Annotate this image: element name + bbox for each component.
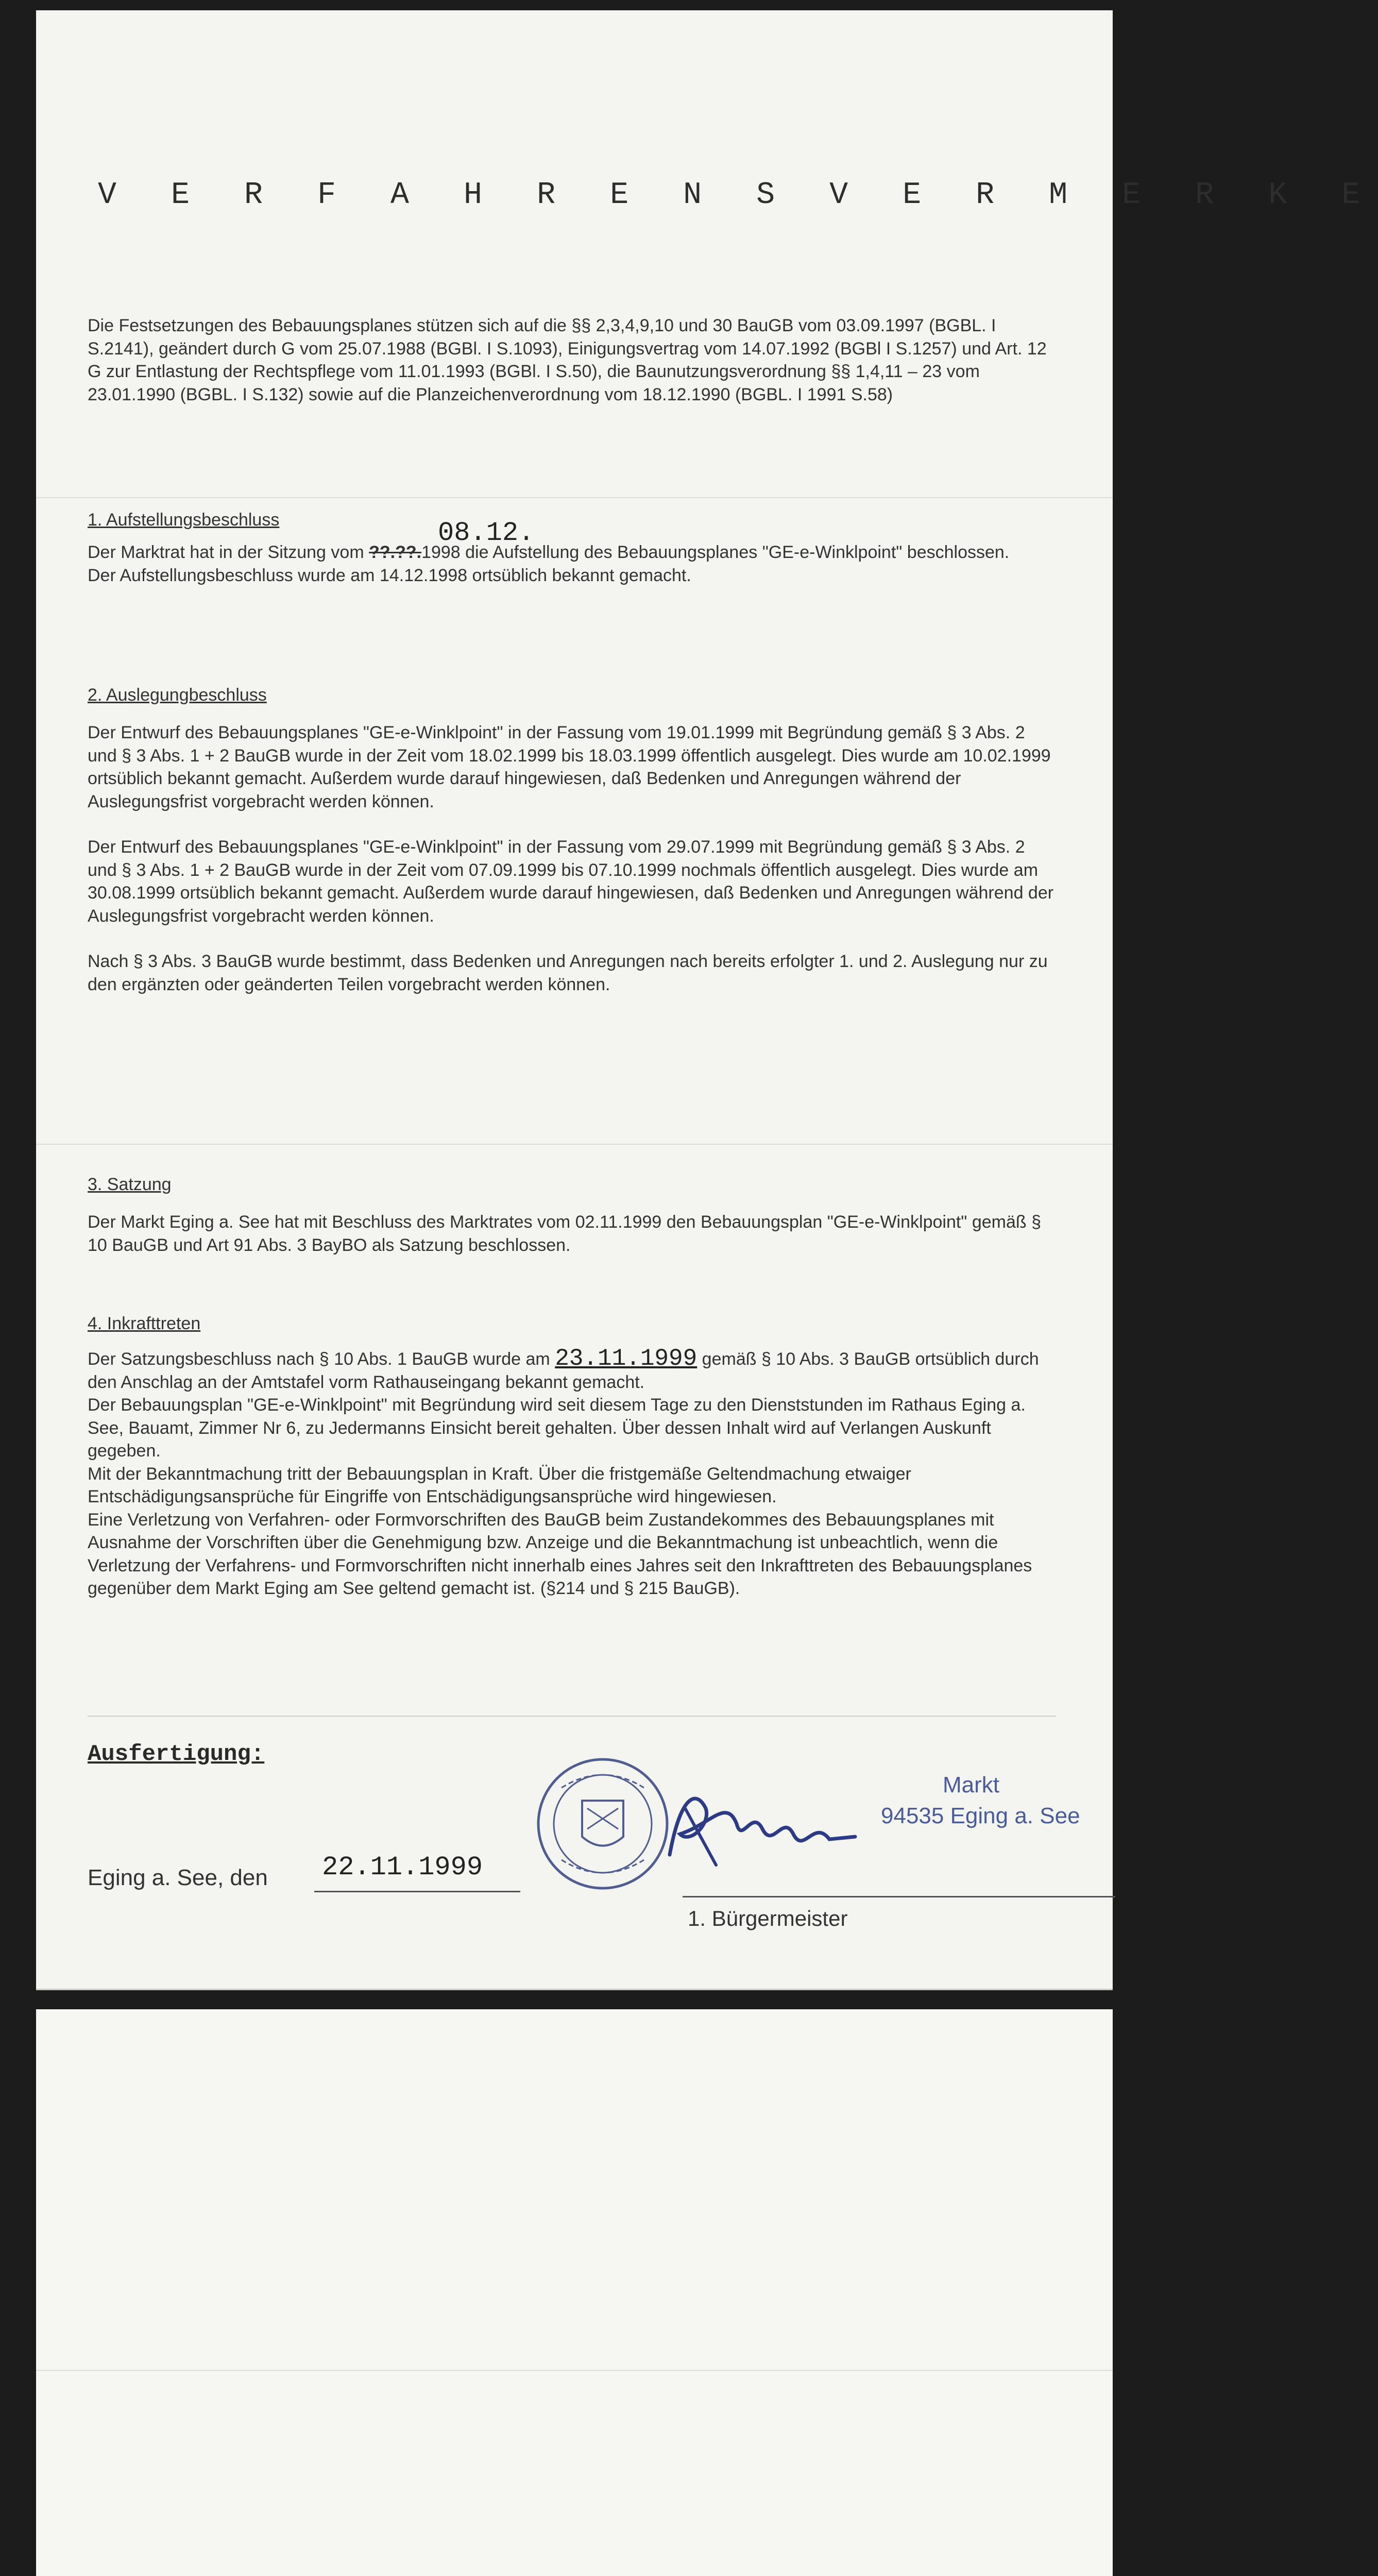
stamp-line-1: Markt — [943, 1772, 999, 1798]
date-underline — [314, 1891, 520, 1892]
ausfertigung-label: Ausfertigung: — [88, 1741, 265, 1767]
struck-date: ??.??. — [369, 543, 422, 562]
section-4-paragraph-4: Eine Verletzung von Verfahren- oder Formvorschriften des BauGB beim Zustandekommes des Bebauungsplanes mit Ausnahme der Vorschriften über die Genehmigung bzw. Anzeige und die Bekanntmachung ist unbeachtlich, wenn die Verletzung der Verfahrens- und Formvorschriften nicht innerhalb eines Jahres seit den Inkrafttreten des Bebauungsplanes gegenüber dem Markt Eging am See geltend gemacht ist. (§214 und § 215 BauGB). — [88, 1510, 1032, 1598]
section-4-title: 4. Inkrafttreten — [88, 1314, 201, 1333]
section-3-title: 3. Satzung — [88, 1175, 172, 1194]
section-2-body — [88, 721, 1056, 996]
section-1-paragraph-1: Der Marktrat hat in der Sitzung vom ??.??.1998 die Aufstellung des Bebauungsplanes "GE-e-Winklpoint" beschlossen. — [88, 543, 1010, 562]
stamp-line-2: 94535 Eging a. See — [881, 1803, 1080, 1828]
signature-line — [683, 1896, 1115, 1897]
signature-date: 22.11.1999 — [322, 1852, 483, 1883]
signer-title: 1. Bürgermeister — [688, 1906, 848, 1930]
intro-paragraph — [88, 314, 1056, 406]
section-3-paragraph-1: Der Markt Eging a. See hat mit Beschluss des Marktrates vom 02.11.1999 den Bebauungsplan "GE-e-Winklpoint" gemäß § 10 BauGB und Art 91 Abs. 3 BayBO als Satzung beschlossen. — [88, 1212, 1041, 1255]
section-3-body — [88, 1211, 1056, 1257]
section-1-paragraph-2: Der Aufstellungsbeschluss wurde am 14.12.1998 ortsüblich bekannt gemacht. — [88, 565, 691, 585]
handwritten-publication-date: 23.11.1999 — [555, 1345, 697, 1372]
paper-fold-line — [36, 2370, 1113, 2371]
procedure-notes-sheet — [36, 10, 1378, 1990]
divider-line — [88, 1716, 1056, 1717]
section-2-paragraph-3: Nach § 3 Abs. 3 BauGB wurde bestimmt, dass Bedenken und Anregungen nach bereits erfolgter 1. und 2. Auslegung nur zu den ergänzten oder geänderten Teilen vorgebracht werden können. — [88, 952, 1048, 994]
section-2-paragraph-2: Der Entwurf des Bebauungsplanes "GE-e-Winklpoint" in der Fassung vom 29.07.1999 mit Begründung gemäß § 3 Abs. 2 und § 3 Abs. 1 + 2 BauGB wurde in der Zeit vom 07.09.1999 bis 07.10.1999 nochmals öffentlich ausgelegt. Dies wurde am 30.08.1999 ortsüblich bekannt gemacht. Außerdem wurde darauf hingewiesen, daß Bedenken und Anregungen während der Auslegungsfrist vorgebracht werden können. — [88, 837, 1054, 926]
section-4-paragraph-3: Mit der Bekanntmachung tritt der Bebauungsplan in Kraft. Über die fristgemäße Geltendmachung etwaiger Entschädigungsansprüche für Eingriffe von Entschädigungsansprüche wird hingewiesen. — [88, 1464, 911, 1506]
markt-stamp — [881, 1770, 1080, 1832]
title-block-sheet — [36, 2009, 1113, 2576]
section-1-title: 1. Aufstellungsbeschluss — [88, 510, 280, 530]
place-date-prefix: Eging a. See, den — [88, 1865, 268, 1890]
section-1-body — [88, 541, 1056, 587]
handwritten-date-insert: 08.12. — [438, 518, 535, 548]
mayor-signature — [649, 1777, 865, 1880]
section-4-paragraph-2: Der Bebauungsplan "GE-e-Winklpoint" mit Begründung wird seit diesem Tage zu den Dienststunden im Rathaus Eging a. See, Bauamt, Zimmer Nr 6, zu Jedermanns Einsicht bereit gehalten. Über dessen Inhalt wird auf Verlangen Auskunft gegeben. — [88, 1395, 1026, 1461]
section-4-paragraph-1: Der Satzungsbeschluss nach § 10 Abs. 1 BauGB wurde am 23.11.1999 gemäß § 10 Abs. 3 BauGB ortsüblich durch den Anschlag an der Amtstafel vorm Rathauseingang bekannt gemacht. — [88, 1345, 1039, 1392]
section-4-body — [88, 1347, 1056, 1600]
intro-text: Die Festsetzungen des Bebauungsplanes stützen sich auf die §§ 2,3,4,9,10 und 30 BauGB vom 03.09.1997 (BGBL. I S.2141), geändert durch G vom 25.07.1988 (BGBl. I S.1093), Einigungsvertrag vom 14.07.1992 (BGBl I S.1257) und Art. 12 G zur Entlastung der Rechtspflege vom 11.01.1993 (BGBl. I S.50), die Baunutzungsverordnung §§ 1,4,11 – 23 vom 23.01.1990 (BGBL. I S.132) sowie auf die Planzeichenverordnung vom 18.12.1990 (BGBL. I 1991 S.58) — [88, 316, 1047, 404]
section-2-title: 2. Auslegungbeschluss — [88, 685, 267, 705]
paper-fold-line — [36, 1144, 1113, 1145]
page-heading: V E R F A H R E N S V E R M E R K E — [98, 178, 1378, 213]
paper-fold-line — [36, 497, 1113, 498]
section-2-paragraph-1: Der Entwurf des Bebauungsplanes "GE-e-Winklpoint" in der Fassung vom 19.01.1999 mit Begründung gemäß § 3 Abs. 2 und § 3 Abs. 1 + 2 BauGB wurde in der Zeit vom 18.02.1999 bis 18.03.1999 öffentlich ausgelegt. Dies wurde am 10.02.1999 ortsüblich bekannt gemacht. Außerdem wurde darauf hingewiesen, daß Bedenken und Anregungen während der Auslegungsfrist vorgebracht werden können. — [88, 723, 1051, 811]
